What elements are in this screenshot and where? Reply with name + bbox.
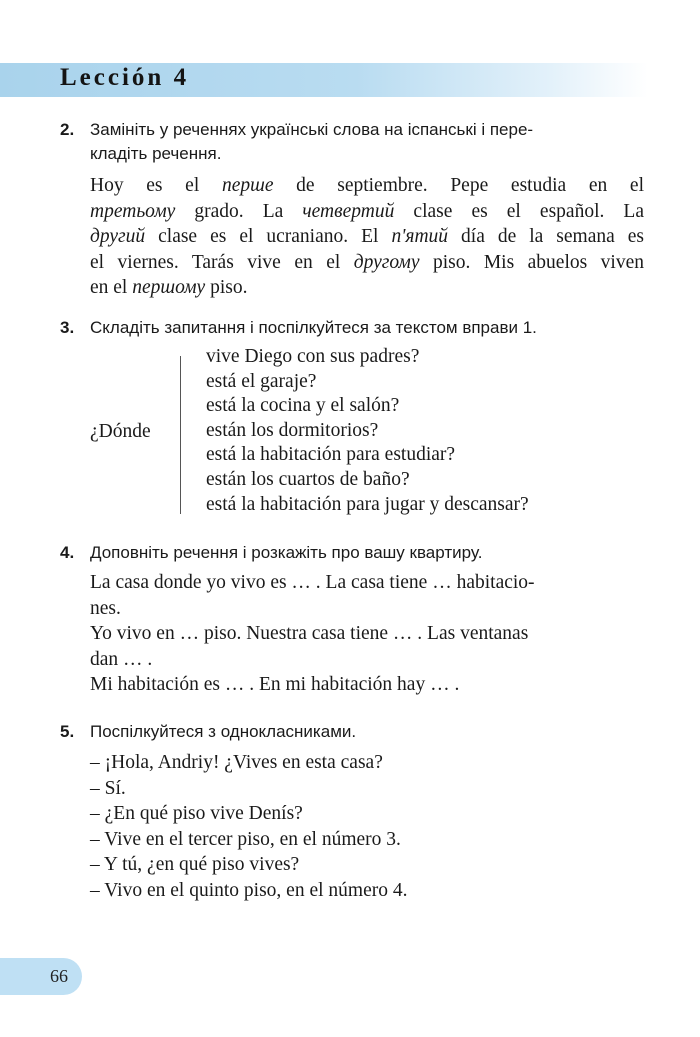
question-item: está la habitación para jugar y descansar? — [206, 493, 529, 515]
question-item: está la cocina y el salón? — [206, 395, 400, 417]
exercise-4-instruction: Доповніть речення і розкажіть про вашу квартиру. — [90, 543, 483, 562]
spanish-text: de septiembre. Pepe estudia en el — [273, 175, 644, 196]
question-item: está el garaje? — [206, 370, 317, 392]
spanish-text: piso. Mis abuelos viven — [419, 251, 644, 273]
exercise-4-line: Mi habitación es … . En mi habitación hay … . — [90, 674, 460, 695]
question-list — [206, 345, 529, 517]
question-item: está la habitación para estudiar? — [206, 444, 456, 466]
dialogue — [90, 750, 644, 903]
exercise-4-number: 4. — [60, 543, 75, 562]
exercise-4-line: La casa donde yo vivo es … . La casa tiene … habitacio- — [90, 572, 535, 593]
ukrainian-word: першому — [132, 277, 206, 298]
question-word: ¿Dónde — [90, 421, 151, 442]
exercise-4-line: dan … . — [90, 648, 153, 670]
exercise-5-number: 5. — [60, 722, 75, 741]
lesson-title: Lección 4 — [60, 64, 190, 91]
exercise-2-number: 2. — [60, 120, 75, 139]
exercise-2-line — [90, 275, 644, 301]
exercise-2-text — [90, 173, 644, 301]
spanish-text: clase es el español. La — [394, 200, 645, 222]
exercise-2-line — [90, 224, 644, 250]
ukrainian-word: другому — [353, 251, 420, 273]
exercise-5-instruction: Поспілкуйтеся з однокласниками. — [90, 722, 357, 741]
dialogue-line: – Y tú, ¿en qué piso vives? — [90, 854, 300, 875]
exercise-2-line — [90, 199, 644, 225]
exercise-2-instruction-line: кладіть речення. — [90, 144, 222, 163]
ukrainian-word: третьому — [90, 200, 176, 222]
dialogue-line: – Vivo en el quinto piso, en el número 4. — [90, 879, 408, 901]
ukrainian-word: п'ятий — [391, 226, 449, 247]
question-item: están los cuartos de baño? — [206, 468, 410, 490]
spanish-text: día de la semana es — [448, 226, 645, 247]
dialogue-line: – ¿En qué piso vive Denís? — [90, 803, 303, 824]
exercise-3-instruction: Складіть запитання і поспілкуйтеся за текстом вправи 1. — [90, 318, 537, 337]
dialogue-line: – Vive en el tercer piso, en el número 3. — [90, 828, 401, 850]
ukrainian-word: четвертий — [302, 200, 395, 222]
question-item: vive Diego con sus padres? — [206, 346, 420, 367]
ukrainian-word: перше — [221, 175, 274, 196]
spanish-text: piso. — [205, 277, 248, 298]
exercise-4-text — [90, 570, 644, 698]
exercise-2-line — [90, 173, 644, 199]
dialogue-line: – ¡Hola, Andriy! ¿Vives en esta casa? — [90, 752, 383, 773]
exercise-2-instruction-line: Замініть у реченнях українські слова на іспанські і пере- — [90, 120, 534, 139]
spanish-text: en el — [90, 277, 133, 298]
exercise-3-number: 3. — [60, 318, 75, 337]
exercise-2-line — [90, 250, 644, 276]
spanish-text: el viernes. Tarás vive en el — [90, 251, 354, 273]
spanish-text: Hoy es el — [90, 175, 222, 196]
exercise-2-instruction — [90, 118, 533, 166]
page-number-tab — [0, 958, 82, 995]
question-item: están los dormitorios? — [206, 419, 379, 441]
ukrainian-word: другий — [90, 226, 146, 247]
bracket-divider — [180, 356, 181, 514]
dialogue-line: – Sí. — [90, 777, 126, 799]
exercise-4-line: nes. — [90, 597, 121, 619]
exercise-4-line: Yo vivo en … piso. Nuestra casa tiene … . Las ventanas — [90, 623, 529, 644]
spanish-text: clase es el ucraniano. El — [145, 226, 392, 247]
spanish-text: grado. La — [175, 200, 303, 222]
page-number: 66 — [50, 966, 68, 986]
